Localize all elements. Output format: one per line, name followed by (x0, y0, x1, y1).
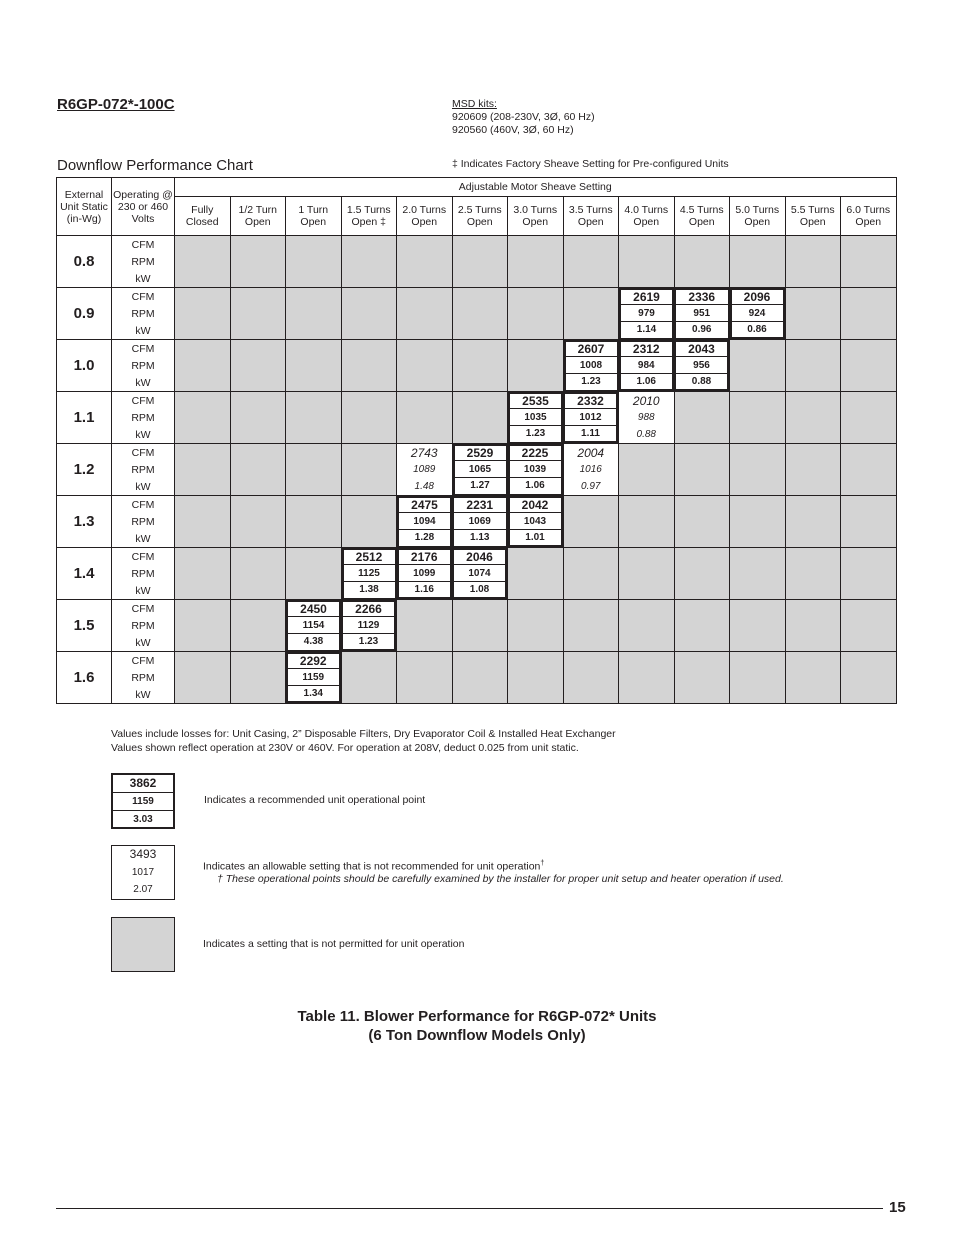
note-line-1: Values include losses for: Unit Casing, 2” Disposable Filters, Dry Evaporator Coil & Installed Heat Exchanger (111, 728, 616, 740)
not-permitted-cell (341, 236, 397, 288)
recommended-value: 2046 (452, 548, 508, 566)
not-permitted-cell (785, 288, 841, 340)
not-permitted-cell (785, 392, 841, 444)
unit-label: CFM (112, 600, 175, 618)
table-row (57, 392, 897, 410)
column-header: 1 Turn Open (286, 197, 342, 236)
recommended-value: 2619 (619, 288, 675, 306)
recommended-value: 1094 (397, 513, 453, 530)
recommended-value: 1043 (508, 513, 564, 530)
adjustable-sheave-header: Adjustable Motor Sheave Setting (175, 178, 897, 197)
not-permitted-cell (175, 392, 231, 444)
recommended-value: 1008 (563, 357, 619, 374)
recommended-value: 1099 (397, 565, 453, 582)
allowable-value: 1089 (397, 461, 453, 478)
recommended-value: 1074 (452, 565, 508, 582)
recommended-value: 0.86 (730, 322, 786, 340)
not-permitted-cell (397, 236, 453, 288)
column-header: 1.5 Turns Open ‡ (341, 197, 397, 236)
recommended-value: 984 (619, 357, 675, 374)
static-pressure-cell: 1.2 (57, 444, 112, 496)
table-row (57, 548, 897, 566)
unit-label: RPM (112, 409, 175, 426)
not-permitted-cell (841, 444, 897, 496)
not-permitted-cell (452, 652, 508, 704)
not-permitted-cell (341, 288, 397, 340)
legend-allowable-kw: 2.07 (133, 884, 153, 895)
column-header: 5.0 Turns Open (730, 197, 786, 236)
column-header: 1/2 Turn Open (230, 197, 286, 236)
not-permitted-cell (452, 236, 508, 288)
recommended-value: 2529 (452, 444, 508, 462)
not-permitted-cell (563, 288, 619, 340)
not-permitted-cell (508, 652, 564, 704)
not-permitted-cell (286, 548, 342, 600)
recommended-value: 0.96 (674, 322, 730, 340)
dagger-mark: † (540, 860, 545, 867)
recommended-value: 1065 (452, 461, 508, 478)
static-pressure-cell: 1.4 (57, 548, 112, 600)
recommended-value: 2231 (452, 496, 508, 514)
legend-allowable-text: Indicates an allowable setting that is not recommended for unit operation† (203, 860, 545, 873)
not-permitted-cell (286, 236, 342, 288)
not-permitted-cell (230, 288, 286, 340)
recommended-value: 1039 (508, 461, 564, 478)
recommended-value: 2336 (674, 288, 730, 306)
unit-label: kW (112, 582, 175, 600)
table-row (57, 444, 897, 462)
not-permitted-cell (230, 444, 286, 496)
not-permitted-cell (674, 392, 730, 444)
unit-label: kW (112, 322, 175, 340)
unit-label: kW (112, 374, 175, 392)
column-header: 2.5 Turns Open (452, 197, 508, 236)
unit-label: CFM (112, 392, 175, 410)
recommended-value: 1.01 (508, 530, 564, 548)
table-row (57, 236, 897, 254)
static-pressure-cell: 1.5 (57, 600, 112, 652)
not-permitted-cell (341, 496, 397, 548)
unit-label: RPM (112, 513, 175, 530)
not-permitted-cell (397, 652, 453, 704)
not-permitted-cell (841, 548, 897, 600)
allowable-value: 0.97 (563, 478, 619, 496)
recommended-value: 2607 (563, 340, 619, 358)
not-permitted-cell (230, 392, 286, 444)
allowable-value: 2004 (563, 444, 619, 462)
recommended-value: 1.28 (397, 530, 453, 548)
recommended-value: 4.38 (286, 634, 342, 652)
not-permitted-cell (674, 444, 730, 496)
unit-label: CFM (112, 496, 175, 514)
column-header: 6.0 Turns Open (841, 197, 897, 236)
footer-rule (56, 1208, 883, 1209)
recommended-value: 1.06 (508, 478, 564, 496)
recommended-value: 2096 (730, 288, 786, 306)
not-permitted-cell (619, 548, 675, 600)
unit-label: kW (112, 478, 175, 496)
not-permitted-cell (341, 392, 397, 444)
recommended-value: 1.13 (452, 530, 508, 548)
not-permitted-cell (619, 444, 675, 496)
column-header: 5.5 Turns Open (785, 197, 841, 236)
table-row (57, 600, 897, 618)
not-permitted-cell (286, 444, 342, 496)
not-permitted-cell (619, 496, 675, 548)
not-permitted-cell (397, 288, 453, 340)
legend-allowable-swatch (111, 845, 175, 900)
not-permitted-cell (619, 236, 675, 288)
not-permitted-cell (730, 392, 786, 444)
static-pressure-cell: 0.8 (57, 236, 112, 288)
column-header: Fully Closed (175, 197, 231, 236)
unit-label: kW (112, 270, 175, 288)
not-permitted-cell (674, 600, 730, 652)
not-permitted-cell (841, 288, 897, 340)
static-header: External Unit Static (in-Wg) (57, 178, 112, 236)
recommended-value: 1012 (563, 409, 619, 426)
recommended-value: 2535 (508, 392, 564, 410)
legend-recommended-kw: 3.03 (133, 814, 153, 825)
unit-label: CFM (112, 444, 175, 462)
not-permitted-cell (341, 444, 397, 496)
not-permitted-cell (508, 288, 564, 340)
caption-line-2: (6 Ton Downflow Models Only) (368, 1027, 586, 1044)
not-permitted-cell (230, 600, 286, 652)
not-permitted-cell (785, 548, 841, 600)
chart-title: Downflow Performance Chart (57, 157, 253, 174)
allowable-value: 2010 (619, 392, 675, 410)
recommended-value: 956 (674, 357, 730, 374)
unit-label: kW (112, 530, 175, 548)
not-permitted-cell (619, 600, 675, 652)
allowable-value: 2743 (397, 444, 453, 462)
recommended-value: 2512 (341, 548, 397, 566)
msd-kit-1: 920609 (208-230V, 3Ø, 60 Hz) (452, 111, 595, 123)
operating-header: Operating @ 230 or 460 Volts (112, 178, 175, 236)
not-permitted-cell (785, 340, 841, 392)
unit-label: CFM (112, 236, 175, 254)
not-permitted-cell (841, 600, 897, 652)
not-permitted-cell (563, 496, 619, 548)
not-permitted-cell (175, 652, 231, 704)
not-permitted-cell (175, 496, 231, 548)
unit-label: RPM (112, 305, 175, 322)
not-permitted-cell (230, 496, 286, 548)
not-permitted-cell (230, 236, 286, 288)
recommended-value: 2266 (341, 600, 397, 618)
recommended-value: 924 (730, 305, 786, 322)
msd-kits (452, 98, 595, 137)
not-permitted-cell (508, 236, 564, 288)
not-permitted-cell (674, 236, 730, 288)
static-pressure-cell: 1.3 (57, 496, 112, 548)
column-header: 4.5 Turns Open (674, 197, 730, 236)
recommended-value: 1159 (286, 669, 342, 686)
not-permitted-cell (730, 340, 786, 392)
legend-recommended-cfm: 3862 (113, 775, 173, 793)
not-permitted-cell (175, 548, 231, 600)
recommended-value: 1129 (341, 617, 397, 634)
not-permitted-cell (397, 392, 453, 444)
not-permitted-cell (841, 496, 897, 548)
unit-label: kW (112, 634, 175, 652)
blower-performance-table (56, 177, 897, 704)
recommended-value: 1.14 (619, 322, 675, 340)
not-permitted-cell (619, 652, 675, 704)
recommended-value: 1.08 (452, 582, 508, 600)
caption-line-1: Table 11. Blower Performance for R6GP-072* Units (297, 1008, 657, 1025)
legend-allowable-cfm: 3493 (129, 847, 157, 861)
allowable-value: 1016 (563, 461, 619, 478)
unit-label: CFM (112, 652, 175, 670)
recommended-value: 1.23 (508, 426, 564, 444)
not-permitted-cell (841, 392, 897, 444)
unit-label: CFM (112, 340, 175, 358)
not-permitted-cell (508, 548, 564, 600)
unit-label: RPM (112, 617, 175, 634)
static-pressure-cell: 1.6 (57, 652, 112, 704)
static-pressure-cell: 0.9 (57, 288, 112, 340)
recommended-value: 1035 (508, 409, 564, 426)
not-permitted-cell (785, 652, 841, 704)
recommended-value: 2292 (286, 652, 342, 670)
not-permitted-cell (730, 600, 786, 652)
recommended-value: 2475 (397, 496, 453, 514)
recommended-value: 1.16 (397, 582, 453, 600)
model-title: R6GP-072*-100C (57, 96, 175, 113)
unit-label: CFM (112, 288, 175, 306)
not-permitted-cell (175, 600, 231, 652)
legend-allowable-rpm: 1017 (131, 866, 155, 878)
recommended-value: 951 (674, 305, 730, 322)
unit-label: RPM (112, 461, 175, 478)
table-row (57, 496, 897, 514)
not-permitted-cell (341, 340, 397, 392)
not-permitted-cell (674, 496, 730, 548)
recommended-value: 1154 (286, 617, 342, 634)
legend-allowable-footnote: † These operational points should be carefully examined by the installer for proper unit setup and heater operation if used. (217, 873, 784, 885)
not-permitted-cell (175, 340, 231, 392)
note-line-2: Values shown reflect operation at 230V or 460V. For operation at 208V, deduct 0.025 from unit static. (111, 742, 579, 754)
legend-recommended-text: Indicates a recommended unit operational point (204, 794, 426, 806)
column-header: 4.0 Turns Open (619, 197, 675, 236)
not-permitted-cell (230, 340, 286, 392)
unit-label: RPM (112, 669, 175, 686)
unit-label: kW (112, 426, 175, 444)
not-permitted-cell (841, 652, 897, 704)
recommended-value: 1125 (341, 565, 397, 582)
not-permitted-cell (841, 340, 897, 392)
msd-kit-2: 920560 (460V, 3Ø, 60 Hz) (452, 124, 574, 136)
recommended-value: 1.11 (563, 426, 619, 444)
static-pressure-cell: 1.1 (57, 392, 112, 444)
not-permitted-cell (785, 600, 841, 652)
unit-label: kW (112, 686, 175, 704)
table-row (57, 288, 897, 306)
not-permitted-cell (175, 288, 231, 340)
not-permitted-cell (508, 340, 564, 392)
page-number: 15 (889, 1199, 906, 1216)
not-permitted-cell (341, 652, 397, 704)
not-permitted-cell (785, 236, 841, 288)
not-permitted-cell (730, 652, 786, 704)
msd-kits-label: MSD kits: (452, 98, 497, 110)
not-permitted-cell (563, 600, 619, 652)
not-permitted-cell (286, 288, 342, 340)
allowable-value: 1.48 (397, 478, 453, 496)
not-permitted-cell (730, 496, 786, 548)
not-permitted-cell (508, 600, 564, 652)
legend-not-permitted-swatch (111, 917, 175, 972)
recommended-value: 1.23 (341, 634, 397, 652)
not-permitted-cell (452, 288, 508, 340)
not-permitted-cell (563, 548, 619, 600)
not-permitted-cell (785, 444, 841, 496)
recommended-value: 0.88 (674, 374, 730, 392)
recommended-value: 2312 (619, 340, 675, 358)
not-permitted-cell (230, 652, 286, 704)
not-permitted-cell (674, 652, 730, 704)
recommended-value: 1.38 (341, 582, 397, 600)
not-permitted-cell (563, 652, 619, 704)
column-header: 2.0 Turns Open (397, 197, 453, 236)
recommended-value: 2225 (508, 444, 564, 462)
not-permitted-cell (730, 444, 786, 496)
not-permitted-cell (175, 236, 231, 288)
not-permitted-cell (230, 548, 286, 600)
not-permitted-cell (397, 340, 453, 392)
not-permitted-cell (563, 236, 619, 288)
not-permitted-cell (286, 340, 342, 392)
not-permitted-cell (452, 392, 508, 444)
table-row (57, 652, 897, 670)
not-permitted-cell (286, 496, 342, 548)
recommended-value: 2043 (674, 340, 730, 358)
not-permitted-cell (452, 340, 508, 392)
not-permitted-cell (175, 444, 231, 496)
not-permitted-cell (841, 236, 897, 288)
factory-setting-note: ‡ Indicates Factory Sheave Setting for Pre-configured Units (452, 158, 729, 170)
recommended-value: 1.06 (619, 374, 675, 392)
legend-not-permitted-text: Indicates a setting that is not permitted for unit operation (203, 938, 465, 950)
recommended-value: 2042 (508, 496, 564, 514)
legend-recommended-rpm: 1159 (113, 793, 173, 811)
not-permitted-cell (452, 600, 508, 652)
recommended-value: 2176 (397, 548, 453, 566)
allowable-value: 0.88 (619, 426, 675, 444)
table-row (57, 340, 897, 358)
recommended-value: 2332 (563, 392, 619, 410)
legend-recommended-swatch (111, 773, 175, 829)
table-notes (111, 727, 616, 755)
recommended-value: 1069 (452, 513, 508, 530)
not-permitted-cell (730, 548, 786, 600)
static-pressure-cell: 1.0 (57, 340, 112, 392)
not-permitted-cell (674, 548, 730, 600)
allowable-value: 988 (619, 409, 675, 426)
table-caption (0, 1007, 954, 1045)
unit-label: RPM (112, 565, 175, 582)
column-header: 3.0 Turns Open (508, 197, 564, 236)
recommended-value: 1.27 (452, 478, 508, 496)
not-permitted-cell (730, 236, 786, 288)
not-permitted-cell (785, 496, 841, 548)
recommended-value: 979 (619, 305, 675, 322)
not-permitted-cell (286, 392, 342, 444)
unit-label: RPM (112, 253, 175, 270)
recommended-value: 1.34 (286, 686, 342, 704)
unit-label: RPM (112, 357, 175, 374)
recommended-value: 2450 (286, 600, 342, 618)
recommended-value: 1.23 (563, 374, 619, 392)
not-permitted-cell (397, 600, 453, 652)
unit-label: CFM (112, 548, 175, 566)
column-header: 3.5 Turns Open (563, 197, 619, 236)
